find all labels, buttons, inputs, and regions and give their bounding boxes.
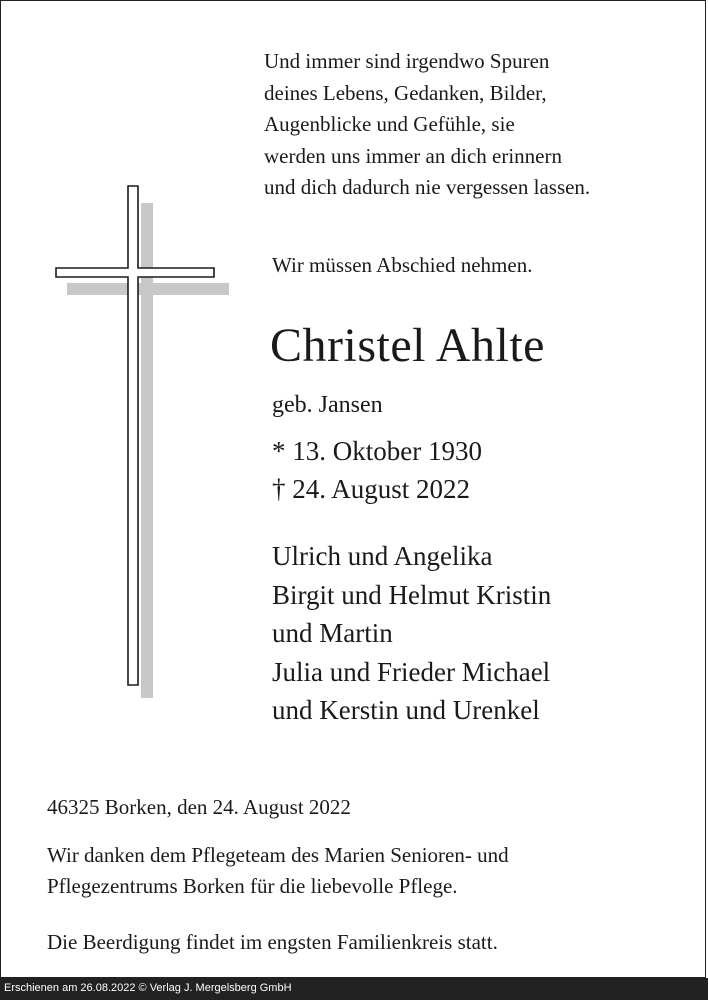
poem-line: Und immer sind irgendwo Spuren [264,49,550,73]
intro-text: Wir müssen Abschied nehmen. [272,253,533,277]
family-line: Ulrich und Angelika [272,541,493,571]
place-date: 46325 Borken, den 24. August 2022 [47,795,351,819]
funeral-text: Die Beerdigung findet im engsten Familienkreis statt. [47,930,498,954]
family-line: Julia und Frieder Michael [272,656,551,687]
cross-icon [50,180,240,705]
poem-line: Augenblicke und Gefühle, sie [264,112,515,136]
family-list [272,537,551,730]
cross-shadow-horizontal [67,283,229,295]
poem-line: werden uns immer an dich erinnern [264,143,562,168]
poem-line: deines Lebens, Gedanken, Bilder, [264,80,547,105]
maiden-name: geb. Jansen [272,392,383,418]
footer-bar [0,978,708,1000]
cross-outline [56,186,214,685]
family-line: und Martin [272,618,393,648]
birth-date: * 13. Oktober 1930 [272,436,482,466]
death-date: † 24. August 2022 [272,474,471,504]
poem-line: und dich dadurch nie vergessen lassen. [264,175,591,199]
family-line: Birgit und Helmut Kristin [272,579,552,610]
poem [264,46,590,204]
thanks-line: Pflegezentrums Borken für die liebevolle Pflege. [47,874,458,898]
deceased-name: Christel Ahlte [270,319,545,372]
thanks-text [47,840,509,902]
footer-text: Erschienen am 26.08.2022 © Verlag J. Mergelsberg GmbH [4,982,292,994]
family-line: und Kerstin und Urenkel [272,695,540,725]
thanks-line: Wir danken dem Pflegeteam des Marien Senioren- und [47,843,509,867]
